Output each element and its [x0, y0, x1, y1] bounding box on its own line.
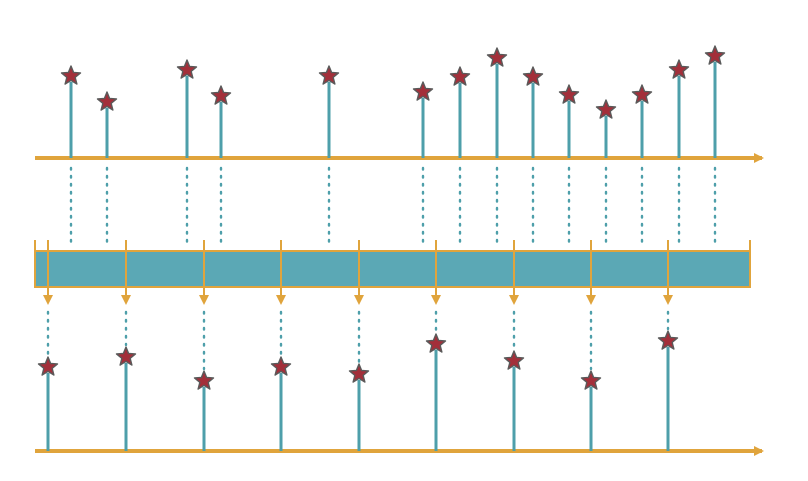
star-icon — [523, 67, 542, 85]
star-icon — [596, 100, 615, 118]
star-icon — [581, 371, 600, 389]
bottom-sample-stems — [38, 331, 677, 451]
top-projection-dots — [71, 168, 715, 246]
star-icon — [211, 86, 230, 104]
star-icon — [450, 67, 469, 85]
star-icon — [632, 85, 651, 103]
star-icon — [705, 46, 724, 64]
star-icon — [669, 60, 688, 78]
star-icon — [116, 347, 135, 365]
star-icon — [177, 60, 196, 78]
star-icon — [61, 66, 80, 84]
top-sample-stems — [61, 46, 724, 158]
star-icon — [658, 331, 677, 349]
star-icon — [413, 82, 432, 100]
star-icon — [349, 364, 368, 382]
star-icon — [319, 66, 338, 84]
star-icon — [97, 92, 116, 110]
star-icon — [504, 351, 523, 369]
star-icon — [271, 357, 290, 375]
star-icon — [487, 48, 506, 66]
resampling-grid-band — [35, 251, 750, 287]
bottom-projection-dots — [48, 312, 668, 369]
star-icon — [194, 371, 213, 389]
star-icon — [38, 357, 57, 375]
star-icon — [426, 334, 445, 352]
star-icon — [559, 85, 578, 103]
